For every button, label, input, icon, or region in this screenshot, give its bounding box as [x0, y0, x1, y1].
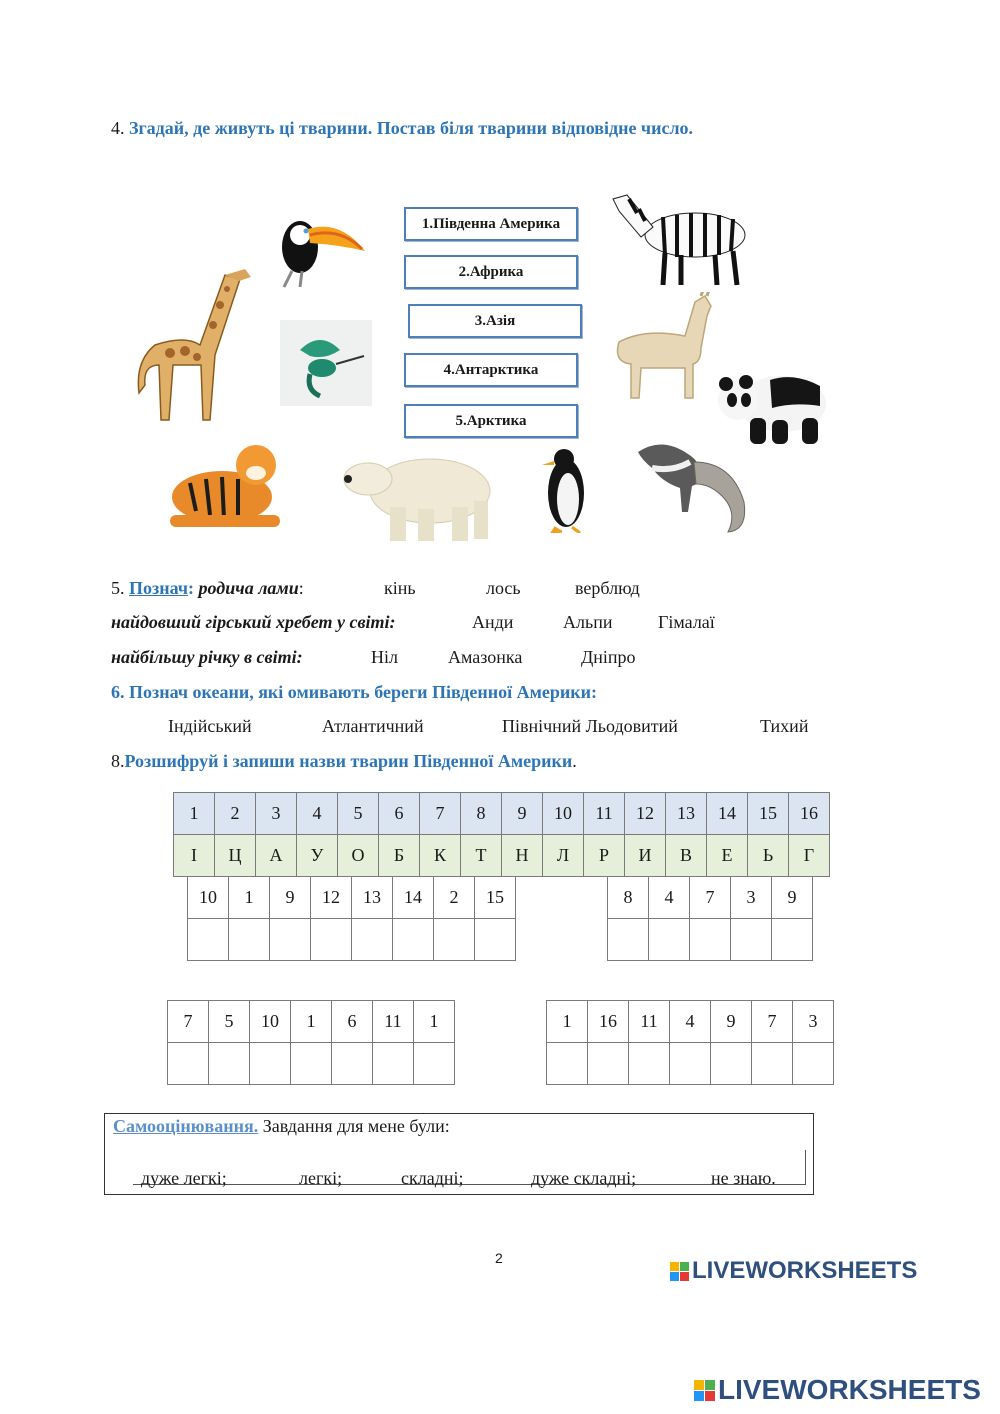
option-camel[interactable]: верблюд [575, 578, 640, 598]
llama-icon [605, 292, 725, 402]
task5-mark-word: Познач [129, 578, 189, 598]
liveworksheets-logo: LIVEWORKSHEETS [670, 1257, 917, 1285]
anteater-icon [632, 432, 752, 534]
page-number: 2 [495, 1250, 503, 1266]
puzzle-3-answers [168, 1043, 455, 1085]
task5-prompt-1: родича лами [198, 578, 299, 598]
answer-cell[interactable] [188, 919, 229, 961]
polar-bear-icon [340, 445, 498, 543]
penguin-icon [540, 445, 592, 533]
answer-cell[interactable] [793, 1043, 834, 1085]
task5-row-1: 5. Познач: родича лами: [111, 578, 304, 598]
puzzle-table-3 [167, 1000, 455, 1085]
answer-cell[interactable] [731, 919, 772, 961]
option-arctic[interactable]: Північний Льодовитий [502, 716, 678, 736]
answer-cell[interactable] [547, 1043, 588, 1085]
continent-box-3: 3.Азія [408, 304, 582, 338]
logo-mark-icon [670, 1262, 689, 1281]
option-andes[interactable]: Анди [472, 612, 514, 632]
option-very-hard[interactable]: дуже складні; [531, 1168, 637, 1188]
answer-cell[interactable] [690, 919, 731, 961]
option-amazon[interactable]: Амазонка [448, 647, 523, 667]
key-number-row: 1 2 3 4 5 6 7 8 9 10 11 12 13 14 15 16 [174, 793, 830, 835]
answer-cell[interactable] [270, 919, 311, 961]
answer-cell[interactable] [475, 919, 516, 961]
tiger-icon [160, 435, 290, 535]
answer-cell[interactable] [588, 1043, 629, 1085]
puzzle-2-answers [608, 919, 813, 961]
answer-cell[interactable] [434, 919, 475, 961]
continent-box-2: 2.Африка [404, 255, 578, 289]
task5-row-3 [111, 647, 303, 668]
option-himalayas[interactable]: Гімалаї [658, 612, 715, 632]
task8-heading: 8.Розшифруй і запиши назви тварин Південної Америки. [111, 751, 577, 771]
continent-box-4: 4.Антарктика [404, 353, 578, 387]
puzzle-table-2 [607, 876, 813, 961]
puzzle-table-4 [546, 1000, 834, 1085]
puzzle-3-numbers: 7 5 10 1 6 11 1 [168, 1001, 455, 1043]
task4-heading: 4. Згадай, де живуть ці тварини. Постав біля тварини відповідне число. [111, 118, 694, 138]
option-hard[interactable]: складні; [401, 1168, 464, 1188]
answer-cell[interactable] [629, 1043, 670, 1085]
answer-cell[interactable] [752, 1043, 793, 1085]
zebra-icon [605, 185, 753, 287]
task5-prompt-3: найбільшу річку в світі: [111, 647, 303, 667]
task5-prompt-2: найдовший гірський хребет у світі: [111, 612, 396, 632]
answer-cell[interactable] [250, 1043, 291, 1085]
option-horse[interactable]: кінь [384, 578, 416, 598]
puzzle-4-numbers: 1 16 11 4 9 7 3 [547, 1001, 834, 1043]
liveworksheets-logo-bottom: LIVEWORKSHEETS [694, 1374, 981, 1406]
answer-cell[interactable] [332, 1043, 373, 1085]
continent-box-1: 1.Південна Америка [404, 207, 578, 241]
option-nile[interactable]: Ніл [371, 647, 398, 667]
task4-text: Згадай, де живуть ці тварини. Постав біля тварини відповідне число. [129, 118, 694, 138]
answer-cell[interactable] [649, 919, 690, 961]
option-dnipro[interactable]: Дніпро [581, 647, 636, 667]
answer-cell[interactable] [311, 919, 352, 961]
puzzle-table-1 [187, 876, 516, 961]
answer-cell[interactable] [670, 1043, 711, 1085]
task8-text: Розшифруй і запиши назви тварин Південної Америки [124, 751, 573, 771]
answer-cell[interactable] [352, 919, 393, 961]
answer-cell[interactable] [608, 919, 649, 961]
divider [133, 1184, 805, 1185]
giraffe-icon [125, 265, 255, 425]
puzzle-1-numbers: 10 1 9 12 13 14 2 15 [188, 877, 516, 919]
answer-cell[interactable] [711, 1043, 752, 1085]
option-pacific[interactable]: Тихий [760, 716, 809, 736]
answer-cell[interactable] [373, 1043, 414, 1085]
cipher-key-table [173, 792, 830, 877]
option-easy[interactable]: легкі; [299, 1168, 343, 1188]
answer-cell[interactable] [229, 919, 270, 961]
answer-cell[interactable] [414, 1043, 455, 1085]
toucan-icon [270, 205, 370, 290]
continent-box-5: 5.Арктика [404, 404, 578, 438]
logo-mark-icon [694, 1380, 715, 1401]
option-very-easy[interactable]: дуже легкі; [141, 1168, 227, 1188]
hummingbird-icon [280, 320, 372, 406]
answer-cell[interactable] [209, 1043, 250, 1085]
divider [805, 1150, 806, 1185]
option-atlantic[interactable]: Атлантичний [322, 716, 424, 736]
answer-cell[interactable] [772, 919, 813, 961]
option-dont-know[interactable]: не знаю. [711, 1168, 776, 1188]
option-alps[interactable]: Альпи [563, 612, 613, 632]
option-indian[interactable]: Індійський [168, 716, 252, 736]
task5-row-2 [111, 612, 396, 633]
key-letter-row: І Ц А У О Б К Т Н Л Р И В Е Ь Г [174, 835, 830, 877]
answer-cell[interactable] [393, 919, 434, 961]
answer-cell[interactable] [168, 1043, 209, 1085]
self-assessment-box [104, 1113, 814, 1195]
puzzle-2-numbers: 8 4 7 3 9 [608, 877, 813, 919]
self-assessment-heading: Самооцінювання. Завдання для мене були: [113, 1116, 450, 1136]
puzzle-1-answers [188, 919, 516, 961]
answer-cell[interactable] [291, 1043, 332, 1085]
self-assessment-title: Самооцінювання. [113, 1116, 259, 1136]
task6-title: 6. Познач океани, які омивають береги Південної Америки: [111, 682, 597, 702]
puzzle-4-answers [547, 1043, 834, 1085]
option-moose[interactable]: лось [486, 578, 521, 598]
